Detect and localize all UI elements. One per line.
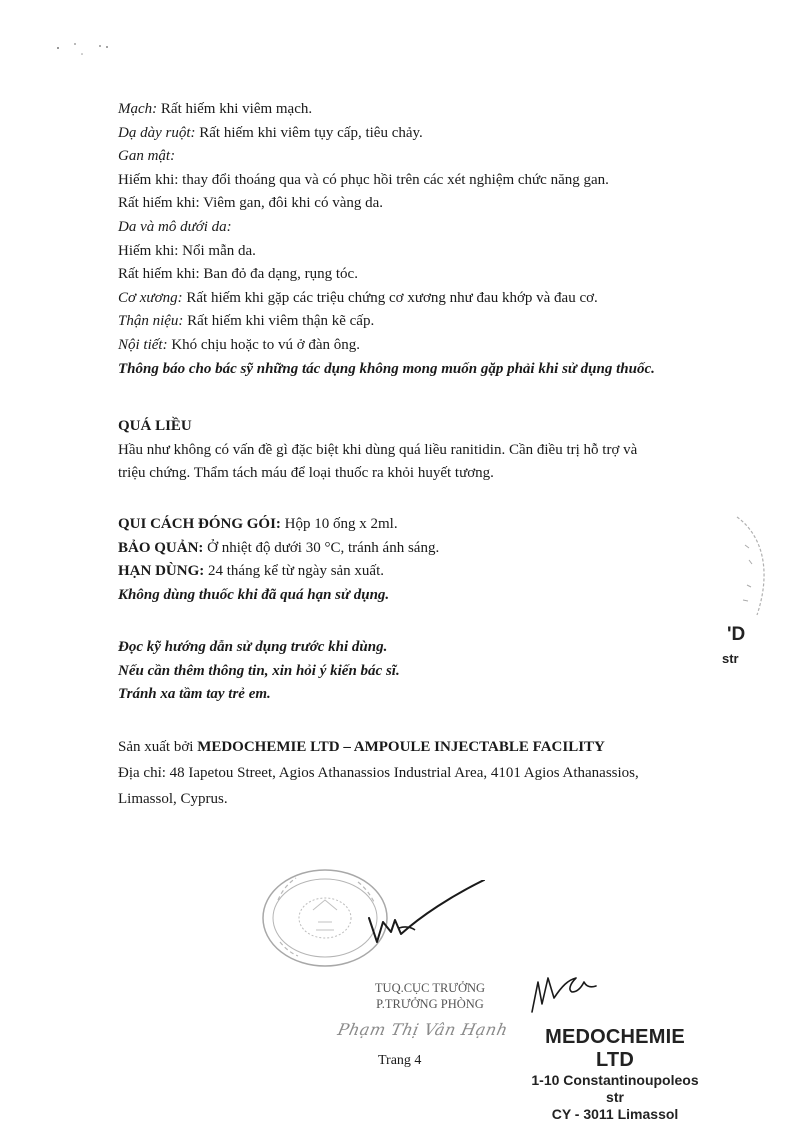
- expiry-warning: Không dùng thuốc khi đã quá hạn sử dụng.: [118, 586, 390, 603]
- manufacturer-address-line-2: Limassol, Cyprus.: [118, 791, 228, 807]
- overdose-heading: QUÁ LIỀU: [118, 418, 192, 434]
- signatory-name: Phạm Thị Vân Hạnh: [335, 1020, 510, 1039]
- warning-line-2: Tránh xa tầm tay trẻ em.: [118, 686, 271, 703]
- handwritten-signature: [355, 880, 485, 960]
- page-number: Trang 4: [378, 1053, 422, 1068]
- effect-line-0: Mạch: Rất hiếm khi viêm mạch.: [118, 101, 313, 117]
- manufacturer-address-line-1: Địa chỉ: 48 Iapetou Street, Agios Athanassios Industrial Area, 4101 Agios Athanassios,: [118, 765, 639, 781]
- effect-line-5: Da và mô dưới da:: [118, 218, 232, 235]
- company-stamp: [530, 1026, 700, 1123]
- effect-line-10: Nội tiết: Khó chịu hoặc to vú ở đàn ông.: [118, 336, 361, 353]
- signatory-title-2: P.TRƯỞNG PHÒNG: [376, 997, 484, 1011]
- overdose-section: [118, 415, 738, 486]
- packaging-section: [118, 513, 738, 607]
- effect-line-3: Hiếm khi: thay đổi thoáng qua và có phục hồi trên các xét nghiệm chức năng gan.: [118, 171, 609, 188]
- partial-stamp-text-2: str: [722, 651, 739, 666]
- manufacturer-line: Sản xuất bởi MEDOCHEMIE LTD – AMPOULE INJECTABLE FACILITY: [118, 739, 605, 755]
- effect-line-2: Gan mật:: [118, 148, 176, 165]
- warning-line-0: Đọc kỹ hướng dẫn sử dụng trước khi dùng.: [118, 639, 388, 655]
- effect-line-9: Thận niệu: Rất hiếm khi viêm thận kẽ cấp.: [118, 313, 375, 330]
- signatory-titles: [340, 980, 520, 1012]
- expiry-line: HẠN DÙNG: 24 tháng kể từ ngày sản xuất.: [118, 563, 385, 580]
- partial-stamp-text-1: 'D: [727, 624, 746, 645]
- effect-line-1: Dạ dày ruột: Rất hiếm khi viêm tụy cấp, tiêu chảy.: [118, 124, 423, 141]
- storage-line: BẢO QUẢN: Ở nhiệt độ dưới 30 °C, tránh ánh sáng.: [118, 539, 440, 556]
- effect-line-7: Rất hiếm khi: Ban đỏ đa dạng, rụng tóc.: [118, 266, 358, 283]
- company-signature: [528, 972, 608, 1017]
- effect-line-8: Cơ xương: Rất hiếm khi gặp các triệu chứng cơ xương như đau khớp và đau cơ.: [118, 289, 598, 306]
- adverse-effects-notice: Thông báo cho bác sỹ những tác dụng không mong muốn gặp phải khi sử dụng thuốc.: [118, 360, 655, 377]
- signatory-title-1: TUQ.CỤC TRƯỞNG: [374, 981, 486, 995]
- company-stamp-address-1: 1-10 Constantinoupoleos str: [531, 1072, 699, 1105]
- adverse-effects-section: [118, 98, 738, 381]
- effect-line-6: Hiếm khi: Nổi mẫn da.: [118, 242, 256, 259]
- overdose-text-line-1: Hầu như không có vấn đề gì đặc biệt khi dùng quá liều ranitidin. Cần điều trị hỗ trợ và: [118, 441, 638, 458]
- company-stamp-address-2: CY - 3011 Limassol: [551, 1106, 679, 1122]
- company-stamp-name: MEDOCHEMIE LTD: [545, 1026, 685, 1071]
- overdose-text-line-2: triệu chứng. Thẩm tách máu để loại thuốc ra khỏi huyết tương.: [118, 465, 494, 482]
- scan-specks: [55, 40, 125, 60]
- warning-line-1: Nếu cần thêm thông tin, xin hỏi ý kiến bác sĩ.: [118, 662, 400, 679]
- effect-line-4: Rất hiếm khi: Viêm gan, đôi khi có vàng da.: [118, 195, 384, 212]
- usage-warnings: [118, 636, 738, 707]
- manufacturer-section: [118, 734, 738, 812]
- packaging-line: QUI CÁCH ĐÓNG GÓI: Hộp 10 ống x 2ml.: [118, 516, 398, 532]
